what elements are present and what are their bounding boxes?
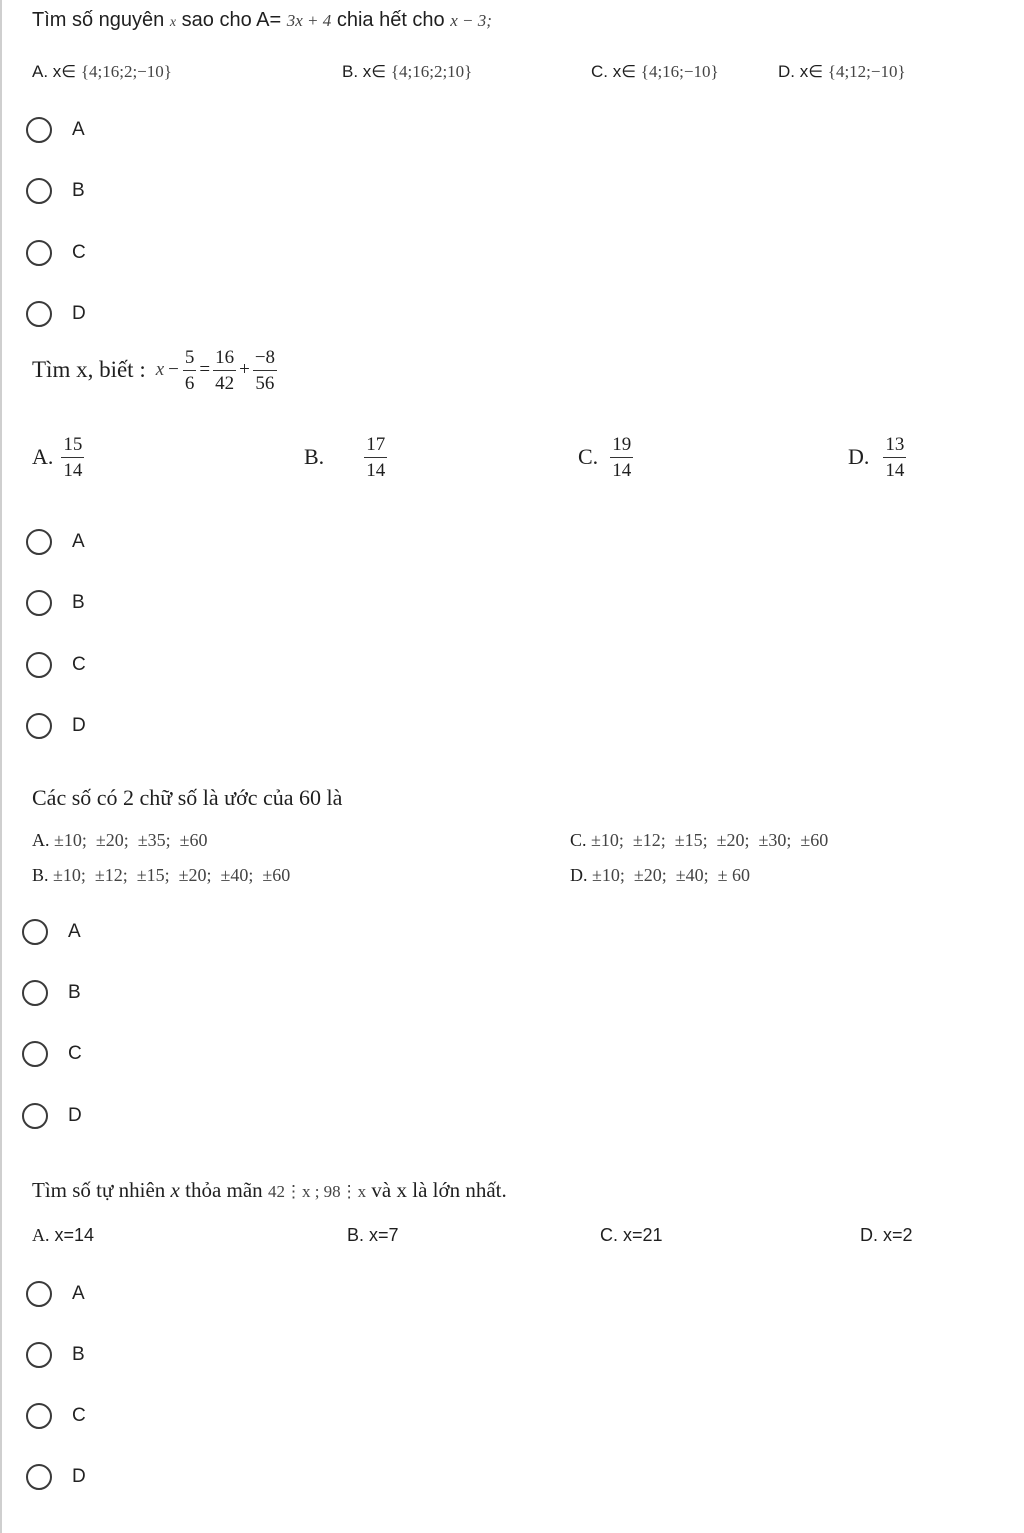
- question-3-choice-a[interactable]: [22, 912, 81, 952]
- question-1-mid2: chia hết cho: [336, 9, 445, 31]
- option-fraction: [61, 435, 84, 480]
- radio-circle[interactable]: [26, 1281, 52, 1307]
- question-1-prefix: Tìm số nguyên: [32, 9, 165, 31]
- question-2-option-b: [304, 427, 387, 487]
- question-3-option-c: [570, 830, 828, 851]
- question-4-prefix: Tìm số tự nhiên: [32, 1178, 166, 1202]
- question-1-option-d: [778, 62, 906, 82]
- question-2-choice-b[interactable]: [26, 583, 85, 623]
- question-1-choice-b[interactable]: [26, 171, 85, 211]
- question-4-choice-c[interactable]: [26, 1396, 86, 1436]
- question-1-expr: 3x + 4: [286, 11, 332, 30]
- question-1-mid: sao cho A=: [181, 9, 282, 31]
- option-prefix: x∈: [362, 62, 387, 81]
- eq-fraction-2: [213, 348, 236, 393]
- radio-circle[interactable]: [26, 117, 52, 143]
- radio-label: C: [72, 242, 86, 263]
- radio-label: A: [68, 921, 81, 942]
- option-fraction: [364, 435, 387, 480]
- question-4-choice-a[interactable]: [26, 1274, 85, 1314]
- question-2-option-d: [848, 427, 906, 487]
- radio-circle[interactable]: [26, 713, 52, 739]
- question-4-end: và x là lớn nhất.: [371, 1178, 507, 1202]
- frac-den: 14: [63, 459, 83, 481]
- option-letter: D.: [848, 444, 870, 469]
- frac-num: 13: [883, 435, 906, 458]
- option-letter: B.: [304, 444, 325, 469]
- option-letter: C.: [570, 830, 587, 850]
- question-4-option-a: [32, 1225, 94, 1246]
- option-text: ±10; ±12; ±15; ±20; ±30; ±60: [591, 830, 829, 850]
- radio-label: B: [72, 180, 85, 201]
- option-letter: B.: [32, 865, 49, 885]
- option-letter: D.: [778, 62, 795, 81]
- frac-num: 5: [183, 348, 197, 371]
- question-1-option-c: [591, 62, 719, 82]
- option-set: {4;16;2;−10}: [80, 62, 172, 81]
- option-text: ±10; ±20; ±35; ±60: [54, 830, 208, 850]
- option-letter: D.: [860, 1225, 878, 1245]
- question-1-choice-c[interactable]: [26, 233, 86, 273]
- frac-num: 15: [61, 435, 84, 458]
- question-4-choice-b[interactable]: [26, 1335, 85, 1375]
- page-left-border: [0, 0, 2, 1533]
- eq-x: x: [155, 359, 165, 380]
- option-set: {4;16;2;10}: [390, 62, 473, 81]
- question-2-choice-c[interactable]: [26, 645, 86, 685]
- radio-circle[interactable]: [26, 178, 52, 204]
- radio-circle[interactable]: [22, 1103, 48, 1129]
- question-3-choice-b[interactable]: [22, 973, 81, 1013]
- radio-label: C: [72, 1405, 86, 1426]
- radio-label: C: [72, 654, 86, 675]
- frac-den: 6: [184, 372, 195, 394]
- question-4-expr: 42⋮x ; 98⋮x: [267, 1182, 367, 1201]
- radio-circle[interactable]: [22, 1041, 48, 1067]
- question-1-var: x: [169, 15, 177, 30]
- frac-den: 14: [885, 459, 905, 481]
- option-letter: A.: [32, 1225, 50, 1245]
- option-letter: B.: [347, 1225, 365, 1245]
- option-letter: A.: [32, 62, 49, 81]
- question-3-option-b: [32, 865, 290, 886]
- option-letter: C.: [591, 62, 608, 81]
- option-text: x=14: [54, 1225, 95, 1245]
- radio-label: A: [72, 1283, 85, 1304]
- question-2-choice-a[interactable]: [26, 522, 85, 562]
- option-letter: B.: [342, 62, 359, 81]
- question-3-text: Các số có 2 chữ số là ước của 60 là: [32, 785, 343, 810]
- frac-den: 56: [255, 372, 275, 394]
- question-4-text: [32, 1178, 507, 1203]
- option-letter: C.: [578, 444, 599, 469]
- radio-circle[interactable]: [26, 240, 52, 266]
- frac-num: 17: [364, 435, 387, 458]
- eq-minus: −: [168, 359, 179, 380]
- radio-label: D: [72, 715, 86, 736]
- option-fraction: [883, 435, 906, 480]
- question-2-choice-d[interactable]: [26, 706, 86, 746]
- frac-den: 14: [366, 459, 386, 481]
- radio-circle[interactable]: [26, 1464, 52, 1490]
- radio-circle[interactable]: [26, 529, 52, 555]
- question-1-option-a: [32, 62, 172, 82]
- radio-label: B: [68, 982, 81, 1003]
- frac-den: 42: [215, 372, 235, 394]
- option-prefix: x∈: [52, 62, 77, 81]
- frac-den: 14: [612, 459, 632, 481]
- frac-num: −8: [253, 348, 277, 371]
- question-1-choice-a[interactable]: [26, 110, 85, 150]
- radio-label: B: [72, 1344, 85, 1365]
- question-1-text: [32, 9, 492, 32]
- option-text: x=21: [623, 1225, 663, 1245]
- radio-label: A: [72, 119, 85, 140]
- option-fraction: [610, 435, 633, 480]
- eq-plus: +: [239, 359, 250, 380]
- eq-fraction-1: [183, 348, 197, 393]
- radio-circle[interactable]: [26, 1342, 52, 1368]
- option-letter: D.: [570, 865, 588, 885]
- eq-fraction-3: [253, 348, 277, 393]
- question-4-var: x: [170, 1178, 180, 1202]
- question-1-choice-d[interactable]: [26, 294, 86, 334]
- option-set: {4;12;−10}: [827, 62, 906, 81]
- radio-label: D: [72, 303, 86, 324]
- option-letter: C.: [600, 1225, 618, 1245]
- question-1-expr2: x − 3;: [450, 11, 492, 30]
- option-letter: A.: [32, 444, 54, 469]
- question-4-choice-d[interactable]: [26, 1457, 86, 1497]
- radio-label: B: [72, 592, 85, 613]
- question-2-label: Tìm x, biết :: [32, 357, 146, 382]
- option-text: x=7: [369, 1225, 399, 1245]
- radio-label: D: [72, 1466, 86, 1487]
- question-3-choice-c[interactable]: [22, 1034, 82, 1074]
- frac-num: 19: [610, 435, 633, 458]
- radio-circle[interactable]: [26, 652, 52, 678]
- question-2-text: [32, 340, 277, 400]
- radio-circle[interactable]: [26, 590, 52, 616]
- question-1-option-b: [342, 62, 472, 82]
- frac-num: 16: [213, 348, 236, 371]
- question-4-option-d: [860, 1225, 913, 1246]
- option-text: x=2: [883, 1225, 913, 1245]
- question-4-mid: thỏa mãn: [185, 1178, 263, 1202]
- radio-circle[interactable]: [22, 919, 48, 945]
- radio-label: C: [68, 1043, 82, 1064]
- radio-circle[interactable]: [22, 980, 48, 1006]
- question-2-option-c: [578, 427, 633, 487]
- question-3-option-a: [32, 830, 208, 851]
- question-2-option-a: [32, 427, 84, 487]
- question-4-option-b: [347, 1225, 399, 1246]
- radio-circle[interactable]: [26, 1403, 52, 1429]
- question-3-option-d: [570, 865, 750, 886]
- option-text: ±10; ±12; ±15; ±20; ±40; ±60: [53, 865, 291, 885]
- option-text: ±10; ±20; ±40; ± 60: [592, 865, 751, 885]
- question-4-option-c: [600, 1225, 663, 1246]
- option-letter: A.: [32, 830, 50, 850]
- eq-equals: =: [199, 359, 211, 380]
- question-2-equation: [156, 348, 277, 393]
- radio-label: D: [68, 1105, 82, 1126]
- question-3-choice-d[interactable]: [22, 1096, 82, 1136]
- radio-circle[interactable]: [26, 301, 52, 327]
- option-set: {4;16;−10}: [640, 62, 719, 81]
- option-prefix: x∈: [612, 62, 637, 81]
- radio-label: A: [72, 531, 85, 552]
- option-prefix: x∈: [799, 62, 824, 81]
